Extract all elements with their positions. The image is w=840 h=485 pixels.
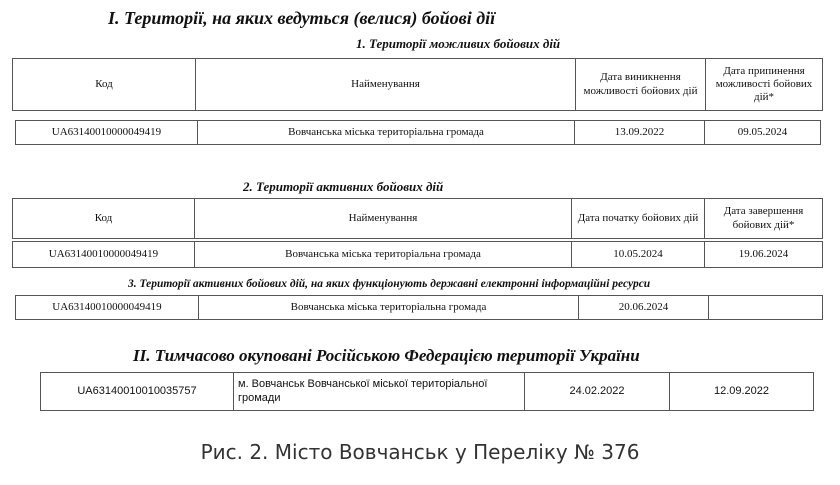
- section1-title: I. Території, на яких ведуться (велися) бойові дії: [108, 8, 496, 28]
- header-code: Код: [13, 199, 195, 239]
- cell-date-start: 10.05.2024: [572, 242, 705, 268]
- cell-date-end: 09.05.2024: [705, 121, 821, 145]
- sub1-data-table: [15, 120, 821, 145]
- sub2-header-table: [12, 198, 823, 239]
- section2-data-table: [40, 372, 814, 411]
- header-code: Код: [13, 59, 196, 111]
- table-row: [13, 242, 823, 268]
- header-name: Найменування: [196, 59, 576, 111]
- cell-date-start: 20.06.2024: [579, 296, 709, 320]
- cell-code: UA63140010000049419: [16, 296, 199, 320]
- cell-date-end: [709, 296, 823, 320]
- header-name: Найменування: [195, 199, 572, 239]
- section2-title: II. Тимчасово окуповані Російською Федерацією території України: [133, 346, 640, 365]
- sub1-header-table: [12, 58, 823, 111]
- table-row: [16, 121, 821, 145]
- sub1-title: 1. Території можливих бойових дій: [356, 36, 561, 51]
- cell-name: Вовчанська міська територіальна громада: [199, 296, 579, 320]
- figure-caption: Рис. 2. Місто Вовчанськ у Переліку № 376: [200, 440, 640, 464]
- cell-date-start: 24.02.2022: [525, 373, 670, 411]
- sub2-data-table: [12, 241, 823, 268]
- header-date-start: Дата виникнення можливості бойових дій: [576, 59, 706, 111]
- cell-code: UA63140010010035757: [41, 373, 234, 411]
- cell-code: UA63140010000049419: [16, 121, 198, 145]
- header-date-start: Дата початку бойових дій: [572, 199, 705, 239]
- cell-name: м. Вовчанськ Вовчанської міської територіальної громади: [234, 373, 525, 411]
- table-row: [16, 296, 823, 320]
- cell-name: Вовчанська міська територіальна громада: [195, 242, 572, 268]
- cell-code: UA63140010000049419: [13, 242, 195, 268]
- cell-name: Вовчанська міська територіальна громада: [198, 121, 575, 145]
- sub2-title: 2. Території активних бойових дій: [243, 179, 444, 194]
- sub3-title: 3. Території активних бойових дій, на яких функціонують державні електронні інформаційні ресурси: [128, 278, 651, 290]
- sub3-data-table: [15, 295, 823, 320]
- cell-date-start: 13.09.2022: [575, 121, 705, 145]
- cell-date-end: 12.09.2022: [670, 373, 814, 411]
- header-date-end: Дата припинення можливості бойових дій*: [706, 59, 823, 111]
- table-row: [41, 373, 814, 411]
- cell-date-end: 19.06.2024: [705, 242, 823, 268]
- header-date-end: Дата завершення бойових дій*: [705, 199, 823, 239]
